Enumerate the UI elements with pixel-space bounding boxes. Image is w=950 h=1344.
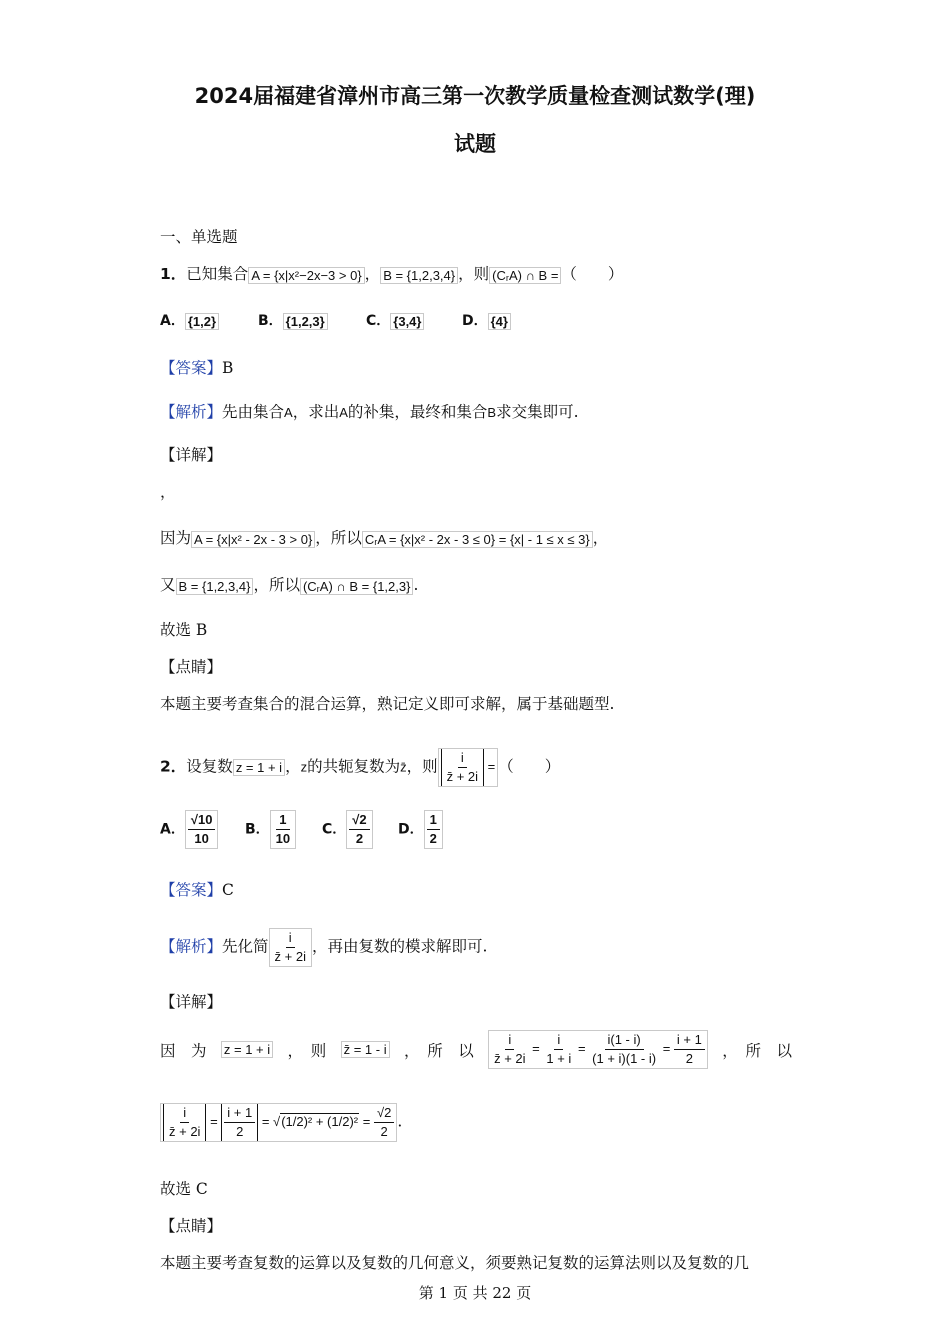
q2-mod-d-num: i + 1	[224, 1104, 255, 1123]
q2-option-a-num: √10	[188, 811, 216, 830]
q2-res-den: 2	[380, 1124, 388, 1139]
q2-option-c-den: 2	[355, 831, 364, 846]
q2-pre: 设复数	[186, 757, 233, 776]
q2-zbar: z̄	[400, 759, 407, 775]
q2-option-b-label: B．	[245, 821, 270, 838]
q2-mod-a-num: i	[180, 1104, 189, 1123]
q2-modulus-chain: $\frac{i}{z̄ + 2i}$ = $\frac{i + 1}{2}$ = √(1/2)² + (1/2)² = $\frac{√2}{2}$	[160, 1103, 397, 1142]
q1-comma: ，	[364, 265, 381, 283]
q1-stem	[160, 262, 623, 284]
q1-period: .	[413, 576, 419, 594]
q2-frac-box	[438, 748, 499, 787]
q1-because: 因为	[160, 529, 192, 547]
q1-set-b: B = {1,2,3,4}	[380, 267, 458, 284]
q1-comment: 本题主要考查集合的混合运算，熟记定义即可求解，属于基础题型.	[160, 695, 615, 713]
q1-so: ，所以	[315, 529, 362, 547]
q2-step-d-num: i + 1	[674, 1031, 705, 1050]
page-footer: 第 1 页 共 22 页	[418, 1284, 532, 1302]
q1-choose: 故选 B	[160, 621, 208, 639]
q1-sym-a: A	[284, 405, 293, 420]
q1-option-a[interactable]	[160, 310, 219, 330]
q1-analysis-b: ，求出	[292, 403, 340, 421]
q1-expr: (CᵣA) ∩ B =	[489, 267, 561, 284]
q2-mod-eq-3: =	[362, 1113, 371, 1129]
q2-analysis-b: ，再由复数的模求解即可.	[311, 937, 488, 956]
q1-detail-step2	[160, 573, 418, 595]
q2-step-c-den: (1 + i)(1 - i)	[592, 1051, 657, 1066]
q2-mod-eq-1: =	[210, 1113, 218, 1129]
q2-sqrt-expr: (1/2)² + (1/2)²	[281, 1113, 359, 1129]
q1-option-d-label: D．	[462, 313, 488, 329]
q2-z-def: z = 1 + i	[233, 759, 285, 776]
q1-analysis	[160, 400, 579, 422]
q1-set-b-2: B = {1,2,3,4}	[176, 578, 254, 595]
q2-option-a-frac	[185, 810, 219, 849]
q1-comment-tag: 【点睛】	[160, 658, 223, 676]
q2-analysis-tag: 【解析】	[160, 937, 223, 956]
q2-step-eq-2: =	[577, 1040, 586, 1056]
q2-conj-text: 的共轭复数为	[307, 757, 401, 776]
q1-analysis-tag: 【解析】	[160, 403, 223, 421]
q2-option-a-den: 10	[194, 831, 209, 846]
q2-answer	[160, 878, 234, 900]
q1-sym-b: B	[487, 405, 497, 420]
q2-step-b-num: i	[554, 1031, 563, 1050]
q2-res-num: √2	[374, 1104, 394, 1123]
q2-option-b[interactable]	[245, 810, 296, 849]
q2-step-a-den: z̄ + 2i	[494, 1051, 526, 1066]
q2-stem	[160, 748, 560, 787]
q1-option-b-value: {1,2,3}	[283, 313, 328, 330]
q1-also: 又	[160, 576, 176, 594]
q1-pre: 已知集合	[186, 265, 249, 283]
q2-analysis-frac	[269, 928, 312, 967]
q2-eq: =	[487, 758, 496, 774]
q1-answer	[160, 356, 233, 378]
q2-option-d-num: 1	[427, 811, 440, 830]
q2-comma: ，	[285, 757, 301, 776]
q2-option-d-label: D．	[398, 821, 424, 838]
q1-set-a-2: A = {x|x² - 2x - 3 > 0}	[191, 531, 315, 548]
q1-option-d-value: {4}	[488, 313, 511, 330]
q2-z: z	[300, 759, 308, 775]
q1-number: 1．	[160, 265, 187, 283]
section-heading: 一、单选题	[160, 228, 238, 246]
q1-analysis-c: 的补集，最终和集合	[347, 403, 488, 421]
q2-option-d[interactable]	[398, 810, 443, 849]
q2-option-c-frac	[346, 810, 372, 849]
q1-sym-a-2: A	[339, 405, 348, 420]
q2-detail-tag: 【详解】	[160, 993, 223, 1011]
q2-step-eq-3: =	[662, 1040, 671, 1056]
q2-zbar-val: z̄ = 1 - i	[341, 1041, 390, 1058]
q1-analysis-a: 先由集合	[222, 403, 285, 421]
q2-mod-a-den: z̄ + 2i	[169, 1124, 201, 1139]
q2-because: 因 为	[160, 1041, 207, 1060]
q2-option-d-frac	[424, 810, 443, 849]
q2-z-val: z = 1 + i	[221, 1041, 273, 1058]
q2-option-a[interactable]	[160, 810, 218, 849]
q1-option-c[interactable]	[366, 310, 424, 330]
q2-step-d-den: 2	[685, 1051, 693, 1066]
q2-comment: 本题主要考查复数的运算以及复数的几何意义，须要熟记复数的运算法则以及复数的几	[160, 1254, 750, 1272]
q1-option-a-label: A．	[160, 313, 185, 329]
q2-option-d-den: 2	[429, 831, 437, 846]
q2-analysis-frac-den: z̄ + 2i	[274, 949, 306, 964]
q2-period: .	[397, 1112, 403, 1131]
q2-answer-tag: 【答案】	[160, 881, 223, 899]
q2-step-chain	[488, 1030, 708, 1069]
q2-then: ，则	[406, 757, 438, 776]
q2-then-2: ， 则	[287, 1041, 327, 1060]
q2-frac-num: i	[458, 749, 467, 768]
q2-so-end: ， 所 以	[722, 1041, 792, 1060]
q2-answer-value: C	[222, 881, 234, 899]
q1-detail-tag: 【详解】	[160, 446, 223, 464]
q1-result: (CᵣA) ∩ B = {1,2,3}	[300, 578, 414, 595]
doc-title-line2: 试题	[454, 132, 496, 156]
q1-answer-tag: 【答案】	[160, 359, 223, 377]
q2-option-b-den: 10	[275, 831, 291, 846]
q2-detail-step1	[160, 1030, 792, 1069]
q1-option-a-value: {1,2}	[185, 313, 219, 330]
q1-so-2: ，所以	[253, 576, 300, 594]
q2-option-c-num: √2	[349, 811, 369, 830]
q1-end-comma: ，	[592, 529, 609, 547]
q2-analysis-frac-num: i	[286, 929, 295, 948]
q2-analysis	[160, 928, 487, 967]
q2-so: ， 所 以	[403, 1041, 474, 1060]
q2-step-eq-1: =	[532, 1040, 540, 1056]
q2-analysis-a: 先化简	[222, 937, 269, 956]
q2-option-a-label: A．	[160, 821, 185, 838]
q1-option-c-value: {3,4}	[390, 313, 424, 330]
q1-detail-comma: ，	[160, 483, 176, 501]
q1-set-a: A = {x|x²−2x−3 > 0}	[248, 267, 364, 284]
q2-option-c-label: C．	[322, 821, 347, 838]
q1-complement: CᵣA = {x|x² - 2x - 3 ≤ 0} = {x| - 1 ≤ x ≤ 3}	[362, 531, 593, 548]
q2-option-c[interactable]	[322, 810, 373, 849]
q2-mod-eq-2: =	[261, 1113, 270, 1129]
q2-number: 2．	[160, 757, 187, 776]
q1-option-c-label: C．	[366, 313, 391, 329]
q2-comment-tag: 【点睛】	[160, 1217, 223, 1235]
q1-detail-step1	[160, 526, 608, 548]
q1-answer-value: B	[222, 359, 234, 377]
doc-title-line1: 2024届福建省漳州市高三第一次教学质量检查测试数学(理)	[194, 84, 756, 108]
q2-option-b-frac	[270, 810, 296, 849]
q1-paren: （ ）	[561, 265, 624, 283]
q2-mod-d-den: 2	[236, 1124, 244, 1139]
q2-frac-den: z̄ + 2i	[446, 769, 479, 784]
q2-step-a-num: i	[505, 1031, 514, 1050]
q2-paren: （ ）	[498, 757, 561, 776]
q1-option-b[interactable]	[258, 310, 328, 330]
q2-detail-step2	[160, 1103, 402, 1142]
q1-option-b-label: B．	[258, 313, 283, 329]
q1-analysis-d: 求交集即可.	[496, 403, 579, 421]
q2-choose: 故选 C	[160, 1180, 208, 1198]
q1-then: ，则	[458, 265, 490, 283]
q2-step-c-num: i(1 - i)	[605, 1031, 644, 1050]
q1-option-d[interactable]	[462, 310, 511, 330]
q2-option-b-num: 1	[276, 811, 289, 830]
q2-step-b-den: 1 + i	[546, 1051, 572, 1066]
